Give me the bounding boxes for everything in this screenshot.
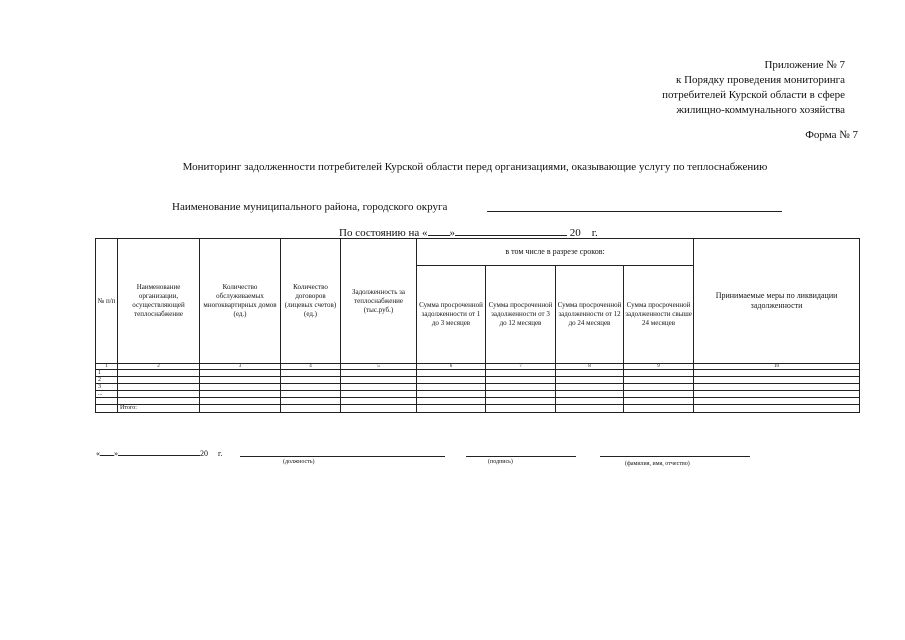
table-cell	[556, 377, 624, 384]
table-cell	[694, 391, 860, 398]
table-cell	[486, 391, 556, 398]
date-day-blank	[100, 447, 114, 456]
table-cell	[200, 391, 281, 398]
table-cell	[486, 377, 556, 384]
table-row	[96, 377, 860, 384]
row-number: 1	[96, 370, 118, 377]
appendix-line-4: жилищно-коммунального хозяйства	[676, 104, 845, 116]
table-cell	[624, 377, 694, 384]
column-number: 1	[96, 364, 118, 370]
column-number: 8	[556, 364, 624, 370]
table-cell	[694, 398, 860, 405]
table-cell	[556, 405, 624, 413]
table-cell	[694, 384, 860, 391]
column-number: 5	[341, 364, 417, 370]
date-close-quote: »	[114, 449, 118, 458]
header-measures: Принимаемые меры по ликвидации задолженности	[694, 239, 860, 364]
header-period-group: в том числе в разрезе сроков:	[417, 239, 694, 266]
appendix-line-3: потребителей Курской области в сфере	[662, 89, 845, 101]
table-cell	[417, 384, 486, 391]
table-row	[96, 370, 860, 377]
table-cell	[417, 377, 486, 384]
header-contracts: Количество договоров (лицевых счетов) (ед.)	[281, 239, 341, 364]
row-number: 3	[96, 384, 118, 391]
table-cell	[624, 391, 694, 398]
table-cell	[341, 377, 417, 384]
as-of-mid: »	[449, 227, 456, 239]
table-cell	[417, 391, 486, 398]
table-cell	[281, 398, 341, 405]
as-of-prefix: По состоянию на «	[339, 227, 428, 239]
table-cell	[694, 405, 860, 413]
header-period-1-3: Сумма просроченной задолженности от 1 до 3 месяцев	[417, 266, 486, 364]
form-number: Форма № 7	[805, 129, 858, 141]
table-cell	[624, 370, 694, 377]
row-number: ...	[96, 391, 118, 398]
signature-date	[96, 447, 222, 458]
table-cell	[486, 398, 556, 405]
table-cell	[486, 370, 556, 377]
table-cell	[118, 398, 200, 405]
signature-line	[466, 456, 576, 457]
table-row	[96, 384, 860, 391]
table-cell	[486, 384, 556, 391]
full-name-caption: (фамилия, имя, отчество)	[625, 461, 690, 467]
table-cell	[96, 405, 118, 413]
table-cell	[556, 384, 624, 391]
table-cell	[556, 391, 624, 398]
signature-caption: (подпись)	[488, 459, 513, 465]
table-cell	[118, 377, 200, 384]
table-cell	[624, 398, 694, 405]
table-cell	[118, 370, 200, 377]
table-cell	[341, 384, 417, 391]
column-number: 3	[200, 364, 281, 370]
date-year: 20	[200, 449, 208, 458]
row-number	[96, 398, 118, 405]
header-houses: Количество обслуживаемых многоквартирных домов (ед.)	[200, 239, 281, 364]
table-cell	[200, 377, 281, 384]
header-period-over-24: Сумма просроченной задолженности свыше 24 месяцев	[624, 266, 694, 364]
column-number: 4	[281, 364, 341, 370]
table-cell	[281, 370, 341, 377]
position-caption: (должность)	[283, 459, 315, 465]
table-cell	[200, 405, 281, 413]
table-cell	[341, 398, 417, 405]
table-cell	[556, 370, 624, 377]
table-cell	[200, 384, 281, 391]
as-of-suffix: г.	[591, 227, 598, 239]
header-no: № п/п	[96, 239, 118, 364]
column-number: 7	[486, 364, 556, 370]
table-row	[96, 391, 860, 398]
date-open-quote: «	[96, 449, 100, 458]
header-period-3-12: Сумма просроченной задолженности от 3 до 12 месяцев	[486, 266, 556, 364]
date-month-blank	[118, 447, 200, 456]
row-number: 2	[96, 377, 118, 384]
total-label: Итого:	[118, 405, 200, 413]
table-cell	[486, 405, 556, 413]
column-number: 6	[417, 364, 486, 370]
table-cell	[200, 398, 281, 405]
table-cell	[200, 370, 281, 377]
date-year-suffix: г.	[218, 449, 223, 458]
as-of-date	[339, 225, 598, 239]
table-cell	[341, 405, 417, 413]
header-organization: Наименование организации, осуществляющей теплоснабжение	[118, 239, 200, 364]
debt-monitoring-table	[95, 238, 860, 413]
municipality-label: Наименование муниципального района, городского округа	[172, 201, 448, 213]
table-cell	[118, 384, 200, 391]
appendix-header	[560, 58, 845, 118]
document-title: Мониторинг задолженности потребителей Курской области перед организациями, оказывающие услугу по теплоснабжению	[182, 161, 768, 173]
position-line	[240, 456, 445, 457]
table-cell	[694, 377, 860, 384]
column-number: 10	[694, 364, 860, 370]
column-number: 9	[624, 364, 694, 370]
table-cell	[118, 391, 200, 398]
column-number: 2	[118, 364, 200, 370]
as-of-month-blank	[455, 225, 567, 236]
table-cell	[281, 391, 341, 398]
table-row	[96, 398, 860, 405]
header-period-12-24: Сумма просроченной задолженности от 12 до 24 месяцев	[556, 266, 624, 364]
total-row	[96, 405, 860, 413]
table-cell	[281, 377, 341, 384]
table-cell	[341, 391, 417, 398]
table-cell	[624, 405, 694, 413]
full-name-line	[600, 456, 750, 457]
table-cell	[341, 370, 417, 377]
as-of-year: 20	[569, 227, 581, 239]
table-cell	[281, 405, 341, 413]
table-cell	[281, 384, 341, 391]
table-cell	[417, 398, 486, 405]
table-cell	[624, 384, 694, 391]
table-cell	[694, 370, 860, 377]
table-cell	[417, 370, 486, 377]
appendix-line-1: Приложение № 7	[764, 59, 845, 71]
table-cell	[417, 405, 486, 413]
table-cell	[556, 398, 624, 405]
municipality-field-line	[487, 211, 782, 212]
header-debt: Задолженность за теплоснабжение (тыс.руб.)	[341, 239, 417, 364]
as-of-day-blank	[428, 225, 450, 236]
appendix-line-2: к Порядку проведения мониторинга	[675, 74, 845, 86]
